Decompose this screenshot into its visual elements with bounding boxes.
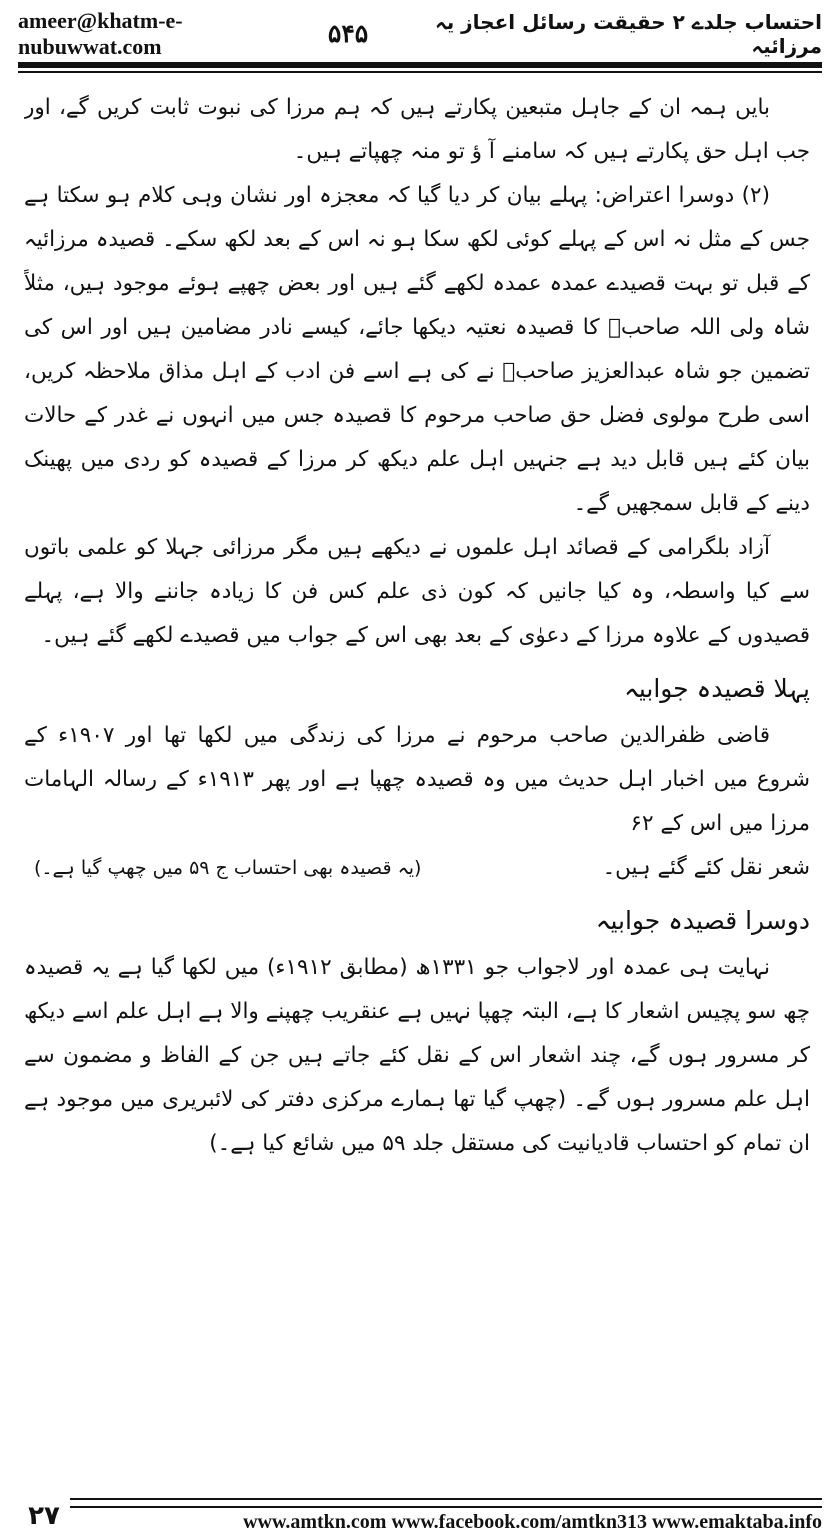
paragraph-2: (۲) دوسرا اعتراض: پہلے بیان کر دیا گیا کہ معجزہ اور نشان وہی کلام ہو سکتا ہے جس کے مثل نہ اس کے پہلے کوئی لکھ سکا ہو نہ اس کے بعد لکھ سکے۔ قصیدہ مرزائیہ کے قبل تو بہت قصیدے عمدہ عمدہ لکھے گئے ہیں اور بعض چھپے ہوئے موجود ہیں، مثلاً شاہ ولی اللہ صاحبؒ کا قصیدہ نعتیہ دیکھا جائے، کیسے نادر مضامین ہیں اور اس کی تضمین جو شاہ عبدالعزیز صاحبؒ نے کی ہے اسے فن ادب کے اہل مذاق ملاحظہ کریں، اسی طرح مولوی فضل حق صاحب مرحوم کا قصیدہ جس میں انہوں نے غدر کے حالات بیان کئے ہیں قابل دید ہے جنہیں اہل علم دیکھ کر مرزا کے قصیدہ کو ردی میں پھینک دینے کے قابل سمجھیں گے۔ [24, 183, 810, 516]
section-2-body: نہایت ہی عمدہ اور لاجواب جو ۱۳۳۱ھ (مطابق ۱۹۱۲ء) میں لکھا گیا ہے یہ قصیدہ چھ سو پچیس اشعار کا ہے، البتہ چھپا نہیں ہے عنقریب چھپنے والا ہے اہل علم اسے دیکھ کر مسرور ہوں گے، چند اشعار اس کے نقل کئے جاتے ہیں جن کے الفاظ و مضمون سے اہل علم مسرور ہوں گے۔ (چھپ گیا تھا ہمارے مرکزی دفتر کی لائبریری میں موجود ہے ان تمام کو احتساب قادیانیت کی مستقل جلد ۵۹ میں شائع کیا ہے۔) [24, 955, 810, 1156]
section-2-heading: دوسرا قصیدہ جوابیہ [595, 906, 810, 935]
section-1-last-line: شعر نقل کئے گئے ہیں۔ [602, 855, 810, 880]
header-rule-thin [18, 71, 822, 73]
page-header [18, 10, 822, 58]
section-1-note: (یہ قصیدہ بھی احتساب ج ۵۹ میں چھپ گیا ہے۔) [34, 857, 422, 879]
header-title: احتساب جلدے ۲ حقیقت رسائل اعجاز یہ مرزائیہ [434, 10, 822, 58]
section-1-last-row [24, 846, 810, 890]
paragraph-3: آزاد بلگرامی کے قصائد اہل علموں نے دیکھے ہیں مگر مرزائی جہلا کو علمی باتوں سے کیا واسطہ، وہ کیا جانیں کہ کون ذی علم کس فن کا زیادہ جاننے والا ہے، پہلے قصیدوں کے علاوہ مرزا کے دعوٰی کے بعد بھی اس کے جواب میں قصیدے لکھے گئے ہیں۔ [24, 535, 810, 648]
footer-rule [70, 1498, 822, 1508]
header-email: ameer@khatm-e-nubuwwat.com [18, 8, 183, 59]
paragraph-1: بایں ہمہ ان کے جاہل متبعین پکارتے ہیں کہ ہم مرزا کی نبوت ثابت کریں گے، اور جب اہل حق پکارتے ہیں کہ سامنے آ ؤ تو منہ چھپاتے ہیں۔ [24, 95, 810, 164]
page-body [24, 86, 810, 1446]
section-1-heading: پہلا قصیدہ جوابیہ [624, 674, 810, 703]
header-rule-thick [18, 62, 822, 68]
footer-page-number: ۲۷ [28, 1501, 60, 1531]
footer-links: www.amtkn.com www.facebook.com/amtkn313 www.emaktaba.info [243, 1511, 822, 1533]
header-page-number: ۵۴۵ [327, 21, 369, 48]
section-1-body: قاضی ظفرالدین صاحب مرحوم نے مرزا کی زندگی میں لکھا تھا اور ۱۹۰۷ء کے شروع میں اخبار اہل حدیث میں وہ قصیدہ چھپا ہے اور پھر ۱۹۱۳ء کے رسالہ الہامات مرزا میں اس کے ۶۲ [24, 723, 810, 836]
page-footer [18, 1498, 822, 1534]
header-left [18, 8, 368, 60]
footer-links-block [70, 1498, 822, 1534]
